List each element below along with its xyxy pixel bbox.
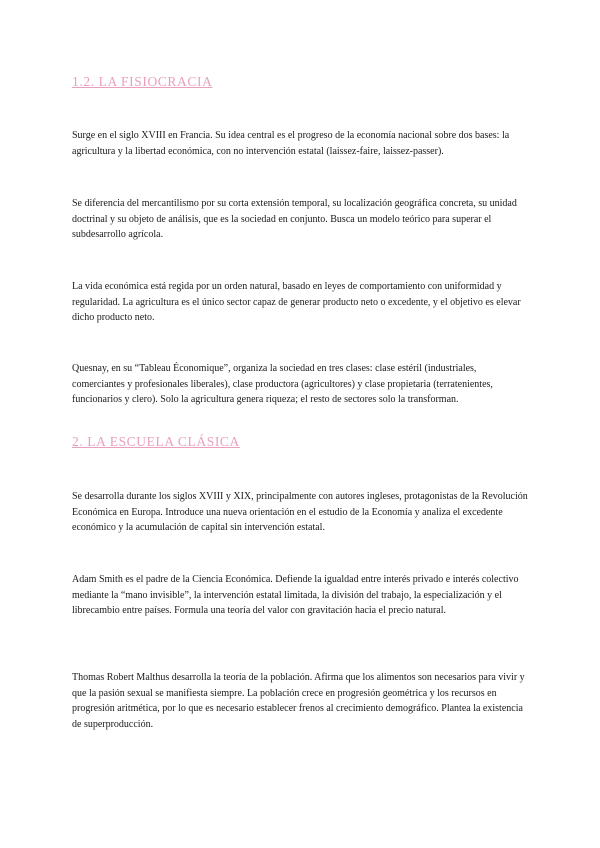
paragraph-fisiocracia-natural-order: La vida económica está regida por un orden natural, basado en leyes de comportamiento con uniformidad y regularidad. La agricultura es el único sector capaz de generar producto neto o excedente, y el objetivo es elevar dicho producto neto. — [72, 281, 521, 323]
section-heading-escuela-clasica: 2. LA ESCUELA CLÁSICA — [72, 434, 240, 449]
paragraph-clasica-overview: Se desarrolla durante los siglos XVIII y XIX, principalmente con autores ingleses, protagonistas de la Revolución Económica en Europa. Introduce una nueva orientación en el estudio de la Economía y analiza el excedente económico y la acumulación de capital sin intervención estatal. — [72, 491, 528, 533]
paragraph-fisiocracia-difference: Se diferencia del mercantilismo por su corta extensión temporal, su localización geográfica concreta, su unidad doctrinal y su objeto de análisis, que es la sociedad en conjunto. Busca un modelo teórico para superar el subdesarrollo agrícola. — [72, 198, 517, 240]
paragraph-fisiocracia-quesnay: Quesnay, en su “Tableau Économique”, organiza la sociedad en tres clases: clase estéril (industriales, comerciantes y profesionales liberales), clase productora (agricultores) y clase propietaria (terratenientes, funcionarios y clero). Solo la agricultura genera riqueza; el resto de sectores solo la transforman. — [72, 363, 493, 405]
paragraph-fisiocracia-origin: Surge en el siglo XVIII en Francia. Su idea central es el progreso de la economía nacional sobre dos bases: la agricultura y la libertad económica, con no intervención estatal (laissez-faire, laissez-passer). — [72, 130, 510, 157]
paragraph-clasica-malthus: Thomas Robert Malthus desarrolla la teoría de la población. Afirma que los alimentos son necesarios para vivir y que la pasión sexual se manifiesta siempre. La población crece en progresión geométrica y los recursos en progresión aritmética, por lo que es necesario establecer frenos al crecimiento demográfico. Plantea la existencia de superproducción. — [72, 672, 525, 730]
paragraph-clasica-adam-smith: Adam Smith es el padre de la Ciencia Económica. Defiende la igualdad entre interés privado e interés colectivo mediante la “mano invisible”, la intervención estatal limitada, la división del trabajo, la especialización y el librecambio entre países. Formula una teoría del valor con gravitación hacia el precio natural. — [72, 574, 519, 616]
section-heading-fisiocracia: 1.2. LA FISIOCRACIA — [72, 74, 213, 89]
